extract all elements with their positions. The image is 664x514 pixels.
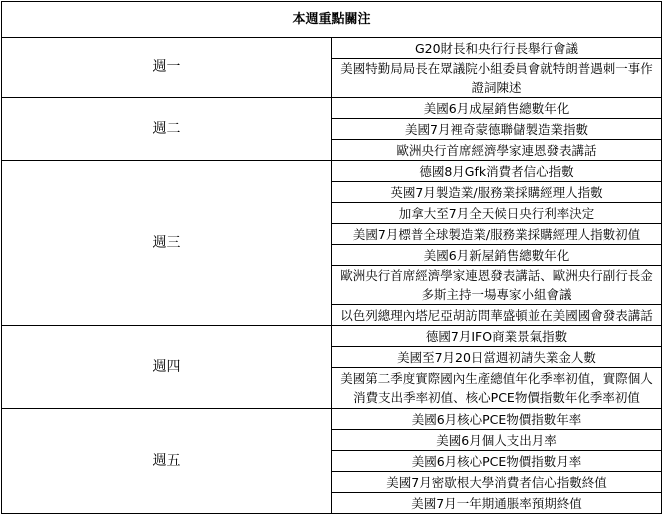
schedule-body [2, 38, 662, 514]
event-item: 美國6月成屋銷售總數年化 [332, 98, 662, 119]
event-item: 美國7月一年期通脹率預期終值 [332, 493, 662, 514]
day-label: 週二 [2, 98, 332, 161]
event-item: 美國7月標普全球製造業/服務業採購經理人指數初值 [332, 224, 662, 245]
event-item: 德國8月Gfk消費者信心指數 [332, 161, 662, 182]
weekly-focus-table [1, 1, 662, 514]
event-item: 美國6月新屋銷售總數年化 [332, 245, 662, 266]
event-item: 英國7月製造業/服務業採購經理人指數 [332, 182, 662, 203]
day-label: 週五 [2, 409, 332, 514]
event-item: 美國特勤局局長在眾議院小組委員會就特朗普遇刺一事作證詞陳述 [332, 59, 662, 98]
event-item: 美國至7月20日當週初請失業金人數 [332, 347, 662, 368]
event-item: G20財長和央行行長舉行會議 [332, 38, 662, 59]
event-item: 歐洲央行首席經濟學家連恩發表講話 [332, 140, 662, 161]
schedule-row [2, 38, 662, 59]
day-label: 週三 [2, 161, 332, 326]
event-item: 歐洲央行首席經濟學家連恩發表講話、歐洲央行副行長金多斯主持一場專家小組會議 [332, 266, 662, 305]
event-item: 美國7月密歇根大學消費者信心指數終值 [332, 472, 662, 493]
event-item: 美國第二季度實際國內生產總值年化季率初值，實際個人消費支出季率初值、核心PCE物價指數年化季率初值 [332, 368, 662, 409]
day-label: 週一 [2, 38, 332, 98]
schedule-row [2, 409, 662, 430]
schedule-row [2, 98, 662, 119]
day-label: 週四 [2, 326, 332, 409]
table-header-row [2, 2, 662, 38]
schedule-row [2, 326, 662, 347]
event-item: 德國7月IFO商業景氣指數 [332, 326, 662, 347]
event-item: 美國6月核心PCE物價指數年率 [332, 409, 662, 430]
event-item: 加拿大至7月全天候日央行利率決定 [332, 203, 662, 224]
event-item: 美國6月核心PCE物價指數月率 [332, 451, 662, 472]
schedule-row [2, 161, 662, 182]
event-item: 以色列總理內塔尼亞胡訪問華盛頓並在美國國會發表講話 [332, 305, 662, 326]
event-item: 美國6月個人支出月率 [332, 430, 662, 451]
table-title: 本週重點關注 [2, 2, 662, 38]
event-item: 美國7月裡奇蒙德聯儲製造業指數 [332, 119, 662, 140]
